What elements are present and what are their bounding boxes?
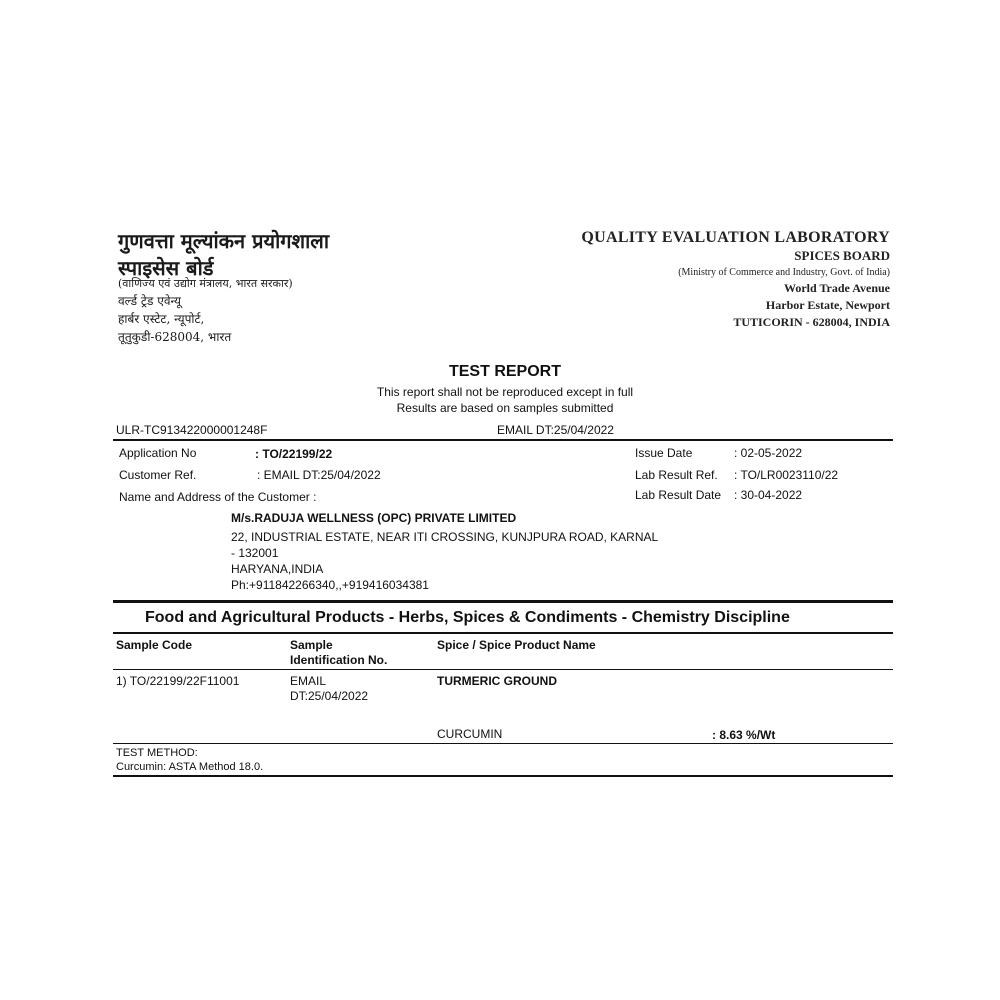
name-address-label: Name and Address of the Customer : bbox=[119, 490, 317, 504]
parameter-curcumin: CURCUMIN bbox=[437, 727, 503, 741]
sample-id-value-line-2: DT:25/04/2022 bbox=[290, 689, 369, 703]
hindi-ministry: (वाणिज्य एवं उद्योग मंत्रालय, भारत सरकार) bbox=[118, 277, 293, 290]
col-header-sample-id-line-1: Sample bbox=[290, 638, 333, 652]
customer-address-line-1: 22, INDUSTRIAL ESTATE, NEAR ITI CROSSING, KUNJPURA ROAD, KARNAL bbox=[231, 530, 659, 544]
test-method-label: TEST METHOD: bbox=[116, 747, 198, 759]
report-email-date: EMAIL DT:25/04/2022 bbox=[497, 423, 614, 437]
english-address-line-2: Harbor Estate, Newport bbox=[765, 298, 890, 312]
hindi-lab-title: गुणवत्ता मूल्यांकन प्रयोगशाला bbox=[118, 229, 330, 253]
section-title: Food and Agricultural Products - Herbs, Spices & Condiments - Chemistry Discipline bbox=[145, 609, 790, 626]
divider-method bbox=[113, 743, 893, 744]
report-title: TEST REPORT bbox=[448, 363, 561, 380]
lab-result-ref-value: : TO/LR0023110/22 bbox=[734, 468, 839, 482]
english-board-title: SPICES BOARD bbox=[794, 248, 890, 263]
lab-result-date-value: : 30-04-2022 bbox=[734, 488, 803, 502]
divider-table-body bbox=[113, 669, 893, 670]
result-curcumin: : 8.63 %/Wt bbox=[712, 728, 776, 742]
english-address-line-3: TUTICORIN - 628004, INDIA bbox=[733, 315, 890, 329]
application-no-label: Application No bbox=[119, 446, 197, 460]
col-header-product-name: Spice / Spice Product Name bbox=[437, 638, 596, 652]
sample-id-value-line-1: EMAIL bbox=[290, 674, 327, 688]
customer-address-line-3: HARYANA,INDIA bbox=[231, 562, 324, 576]
ulr-number: ULR-TC913422000001248F bbox=[116, 423, 268, 437]
hindi-address-line-3: तूतुकुडी-628004, भारत bbox=[118, 330, 232, 344]
lab-result-ref-label: Lab Result Ref. bbox=[635, 468, 718, 482]
english-address-line-1: World Trade Avenue bbox=[783, 281, 890, 295]
divider-table-head bbox=[113, 632, 893, 634]
customer-address-line-2: - 132001 bbox=[231, 546, 279, 560]
customer-ref-value: : EMAIL DT:25/04/2022 bbox=[257, 468, 381, 482]
col-header-sample-code: Sample Code bbox=[116, 638, 193, 652]
english-ministry: (Ministry of Commerce and Industry, Govt. of India) bbox=[678, 267, 890, 278]
divider-top bbox=[113, 439, 893, 441]
issue-date-value: : 02-05-2022 bbox=[734, 446, 803, 460]
divider-section bbox=[113, 600, 893, 603]
sample-code-value: 1) TO/22199/22F11001 bbox=[116, 674, 240, 688]
english-lab-title: QUALITY EVALUATION LABORATORY bbox=[581, 229, 890, 246]
hindi-board-title: स्पाइसेस बोर्ड bbox=[118, 256, 214, 280]
application-no-value: : TO/22199/22 bbox=[255, 447, 333, 461]
product-name-value: TURMERIC GROUND bbox=[437, 674, 557, 688]
issue-date-label: Issue Date bbox=[635, 446, 693, 460]
test-method-text: Curcumin: ASTA Method 18.0. bbox=[116, 761, 264, 773]
divider-bottom bbox=[113, 775, 893, 777]
customer-name: M/s.RADUJA WELLNESS (OPC) PRIVATE LIMITED bbox=[231, 511, 517, 525]
col-header-sample-id-line-2: Identification No. bbox=[290, 653, 388, 667]
report-note-samples: Results are based on samples submitted bbox=[396, 401, 614, 415]
lab-result-date-label: Lab Result Date bbox=[635, 488, 722, 502]
customer-ref-label: Customer Ref. bbox=[119, 468, 197, 482]
report-note-reproduction: This report shall not be reproduced except in full bbox=[376, 385, 634, 399]
customer-phone: Ph:+911842266340,,+919416034381 bbox=[231, 578, 429, 592]
hindi-address-line-1: वर्ल्ड ट्रेड एवेन्यू bbox=[118, 294, 181, 308]
hindi-address-line-2: हार्बर एस्टेट, न्यूपोर्ट, bbox=[118, 312, 205, 326]
